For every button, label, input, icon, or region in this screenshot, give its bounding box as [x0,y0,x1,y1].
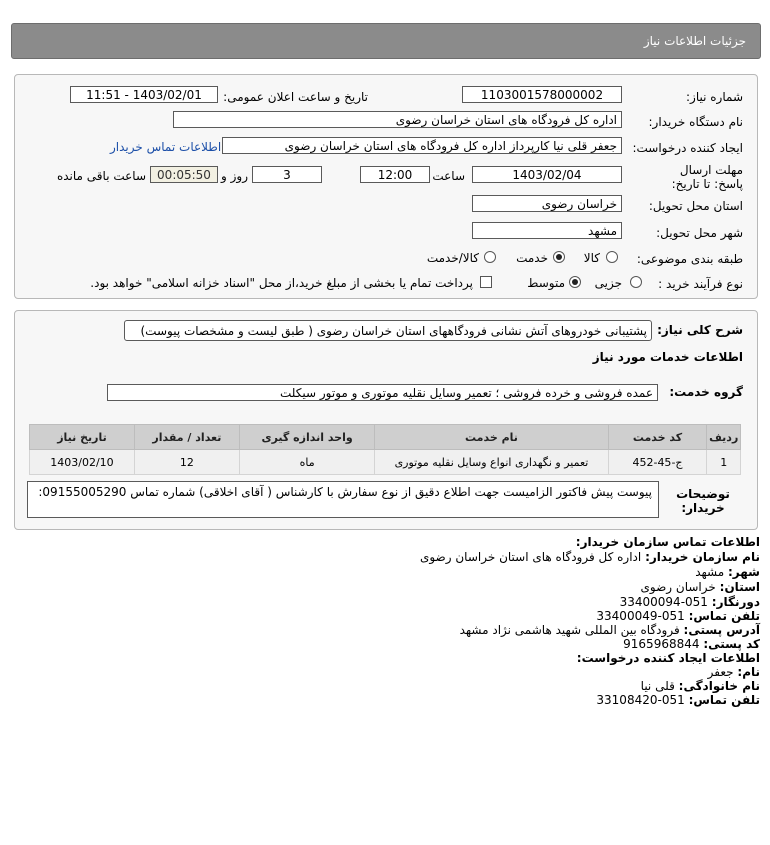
treasury-payment-note: پرداخت تمام یا بخشی از مبلغ خرید،از محل "اسناد خزانه اسلامی" خواهد بود. [90,276,473,290]
family-value: قلی نیا [640,679,675,693]
city-label: شهر محل تحویل: [656,226,743,240]
phone-label: تلفن تماس: [688,609,760,623]
col-unit-header: واحد اندازه گیری [239,425,374,450]
col-row-header: ردیف [707,425,741,450]
cell-unit: ماه [239,450,374,475]
table-header-row [30,425,741,450]
category-both-radio[interactable] [484,251,496,263]
creator-phone-line [596,693,760,707]
col-code-header: کد خدمت [608,425,707,450]
address-value: فرودگاه بین المللی شهید هاشمی نژاد مشهد [459,623,680,637]
category-label: طبقه بندی موضوعی: [636,252,743,266]
province-label: استان محل تحویل: [648,199,743,213]
process-minor-radio[interactable] [630,276,642,288]
need-number-label: شماره نیاز: [686,90,743,104]
province-line [641,580,760,594]
remaining-label: ساعت باقی مانده [56,169,146,183]
city-field[interactable]: مشهد [472,222,622,239]
fax-value: 051-33400094 [619,595,708,609]
announce-field[interactable]: 1403/02/01 - 11:51 [70,86,218,103]
cell-code: ج-45-452 [608,450,707,475]
days-field[interactable]: 3 [252,166,322,183]
table-row[interactable] [30,450,741,475]
address-label: آدرس پستی: [683,623,760,637]
fax-line [620,595,760,609]
org-line [420,550,760,564]
creator-field[interactable]: جعفر قلی نیا کارپرداز اداره کل فرودگاه های استان خراسان رضوی [222,137,622,154]
cell-row: 1 [707,450,741,475]
summary-field[interactable]: پشتیبانی خودروهای آتش نشانی فرودگاههای استان خراسان رضوی ( طبق لیست و مشخصات پیوست) [124,320,652,341]
page-title: جزئیات اطلاعات نیاز [643,34,746,48]
name-line [708,665,760,679]
col-date-header: تاریخ نیاز [30,425,135,450]
services-table [29,424,741,475]
buyer-contact-title: اطلاعات تماس سازمان خریدار: [575,535,760,549]
process-label: نوع فرآیند خرید : [658,277,743,291]
summary-label: شرح کلی نیاز: [657,323,743,337]
process-medium-label: متوسط [527,276,565,290]
fax-label: دورنگار: [711,595,760,609]
org-label: نام سازمان خریدار: [645,550,760,564]
services-title: اطلاعات خدمات مورد نیاز [592,350,743,364]
postal-value: 9165968844 [623,637,700,651]
process-minor-label: جزیی [594,276,622,290]
page-header [11,23,761,59]
phone-line [596,609,760,623]
treasury-payment-checkbox[interactable] [480,276,492,288]
buyer-label: نام دستگاه خریدار: [648,115,743,129]
days-label: روز و [221,169,248,183]
family-line [641,679,760,693]
notes-label: توضیحات خریدار: [676,487,730,515]
service-group-field[interactable]: عمده فروشی و خرده فروشی ؛ تعمیر وسایل نقلیه موتوری و موتور سیکلت [107,384,658,401]
deadline-time-field[interactable]: 12:00 [360,166,430,183]
deadline-label: مهلت ارسال پاسخ: تا تاریخ: [671,163,743,191]
cell-date: 1403/02/10 [30,450,135,475]
category-service-radio[interactable] [553,251,565,263]
creator-phone-value: 051-33108420 [596,693,685,707]
deadline-time-label: ساعت [432,169,465,183]
postal-line [623,637,760,651]
name-value: جعفر [707,665,734,679]
org-value: اداره کل فرودگاه های استان خراسان رضوی [419,550,642,564]
contact-city-value: مشهد [695,565,725,579]
remaining-time-field: 00:05:50 [150,166,218,183]
announce-label: تاریخ و ساعت اعلان عمومی: [223,90,368,104]
contact-city-label: شهر: [728,565,760,579]
creator-phone-label: تلفن تماس: [688,693,760,707]
contact-province-value: خراسان رضوی [640,580,716,594]
creator-contact-title: اطلاعات ایجاد کننده درخواست: [576,651,760,665]
category-both-label: کالا/خدمت [426,251,479,265]
province-field[interactable]: خراسان رضوی [472,195,622,212]
contact-province-label: استان: [719,580,760,594]
col-name-header: نام خدمت [375,425,608,450]
process-medium-radio[interactable] [569,276,581,288]
postal-label: کد پستی: [703,637,760,651]
address-line [460,623,760,637]
city-line [695,565,760,579]
buyer-field[interactable]: اداره کل فرودگاه های استان خراسان رضوی [173,111,622,128]
creator-label: ایجاد کننده درخواست: [632,141,743,155]
family-label: نام خانوادگی: [678,679,760,693]
need-number-field[interactable]: 1103001578000002 [462,86,622,103]
category-goods-radio[interactable] [606,251,618,263]
deadline-date-field[interactable]: 1403/02/04 [472,166,622,183]
phone-value: 051-33400049 [596,609,685,623]
buyer-contact-link[interactable]: اطلاعات تماس خریدار [110,140,222,154]
notes-field[interactable]: پیوست پیش فاکتور الزامیست جهت اطلاع دقیق از نوع سفارش با کارشناس ( آقای اخلاقی) شماره تماس 09155005290: [27,481,659,518]
category-service-label: خدمت [516,251,548,265]
service-group-label: گروه خدمت: [669,385,743,399]
cell-name: تعمیر و نگهداری انواع وسایل نقلیه موتوری [375,450,608,475]
col-qty-header: تعداد / مقدار [134,425,239,450]
category-goods-label: کالا [583,251,600,265]
name-label: نام: [737,665,760,679]
cell-qty: 12 [134,450,239,475]
